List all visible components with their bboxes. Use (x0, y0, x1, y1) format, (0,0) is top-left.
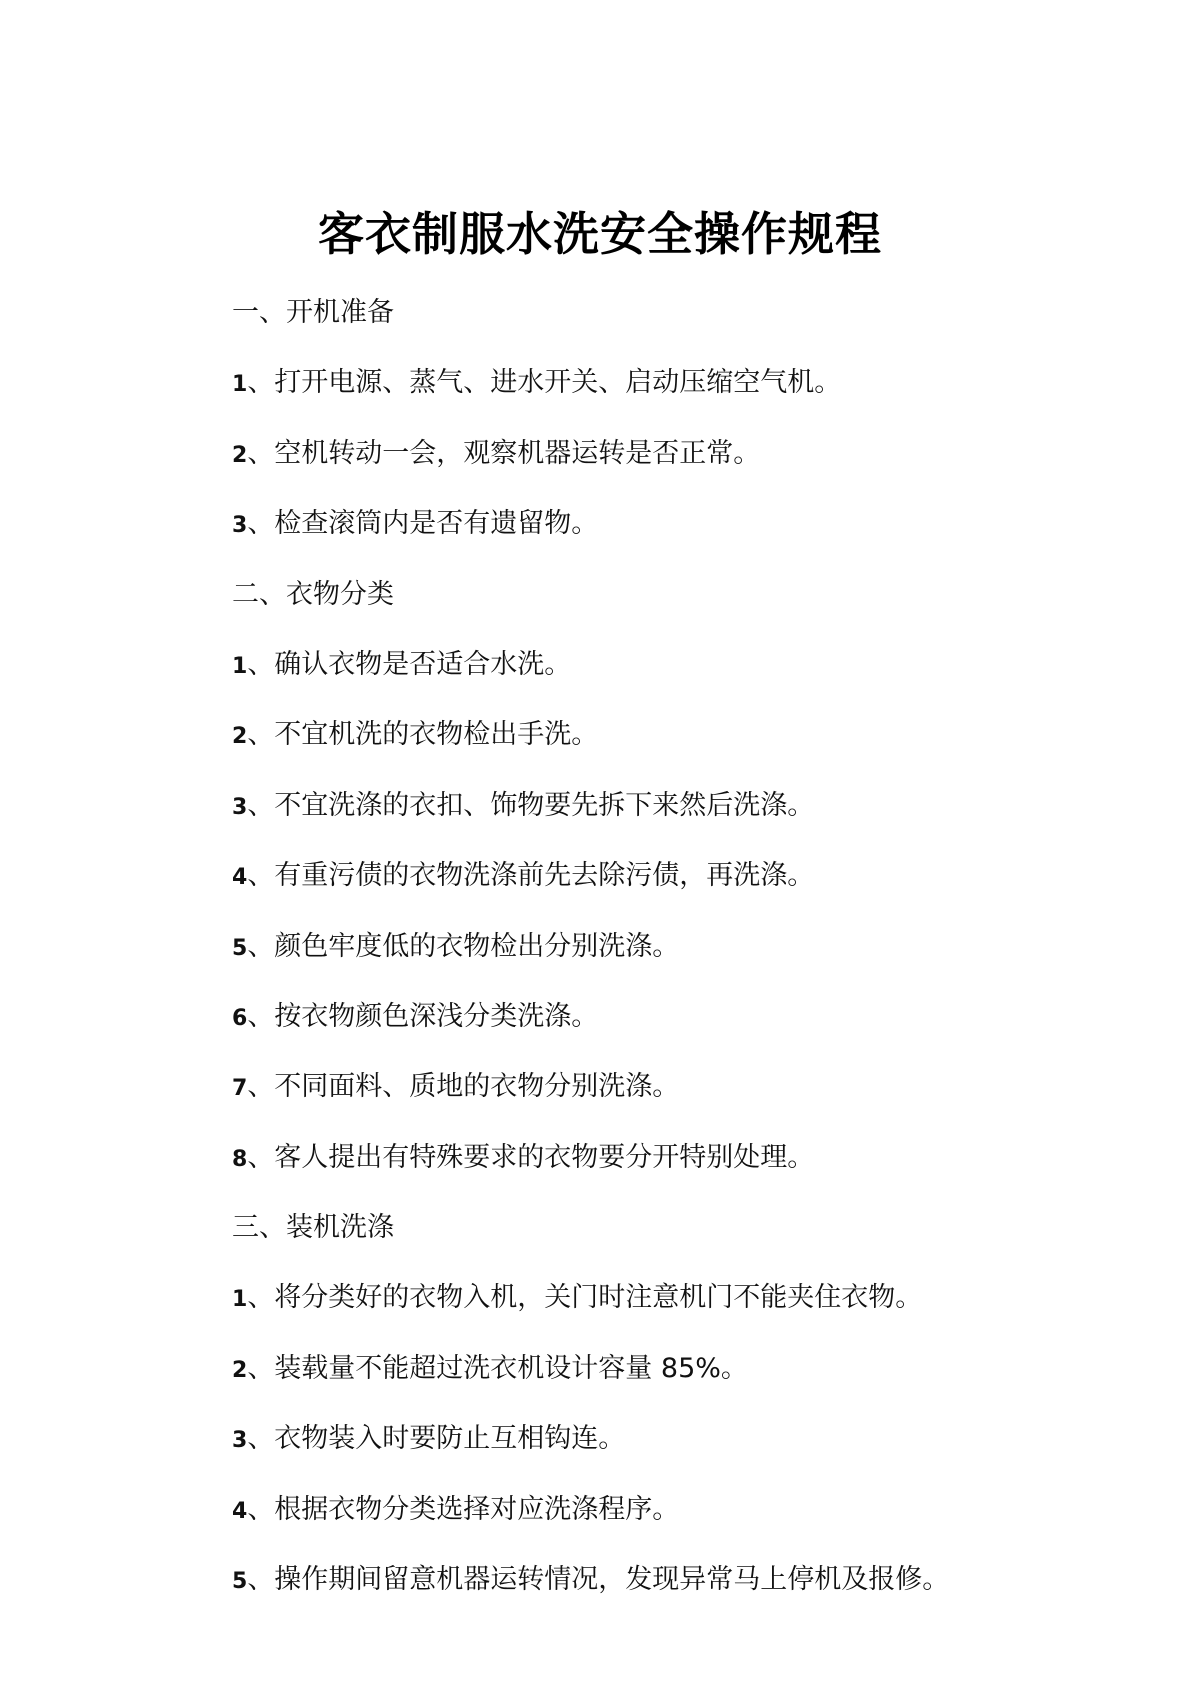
list-item-number: 7 (232, 1076, 248, 1102)
list-item-text: 、检查滚筒内是否有遗留物。 (247, 508, 599, 540)
list-item-number: 4 (232, 865, 248, 891)
list-item-text: 、按衣物颜色深浅分类洗涤。 (247, 1000, 599, 1032)
list-item (232, 856, 1132, 926)
list-item-number: 3 (232, 1428, 248, 1454)
list-item (232, 786, 1132, 856)
list-item (232, 1560, 1132, 1630)
list-item-number: 3 (232, 794, 248, 820)
list-item-text: 、装载量不能超过洗衣机设计容量 85%。 (247, 1352, 748, 1384)
list-item-text: 、客人提出有特殊要求的衣物要分开特别处理。 (247, 1141, 815, 1173)
list-item-text: 、不宜机洗的衣物检出手洗。 (247, 719, 599, 751)
list-item-number: 2 (232, 1357, 248, 1383)
list-item-text: 、不宜洗涤的衣扣、饰物要先拆下来然后洗涤。 (247, 789, 815, 821)
list-item-number: 2 (232, 442, 248, 468)
list-item-text: 、不同面料、质地的衣物分别洗涤。 (247, 1071, 680, 1103)
list-item-text: 、衣物装入时要防止互相钩连。 (247, 1423, 626, 1455)
list-item-number: 6 (232, 1005, 248, 1031)
section-heading: 一、开机准备 (232, 297, 394, 328)
page-title: 客衣制服水洗安全操作规程 (318, 207, 882, 261)
list-item-text: 、操作期间留意机器运转情况，发现异常马上停机及报修。 (247, 1564, 950, 1596)
list-item (232, 363, 1132, 433)
list-item (232, 1067, 1132, 1137)
document-body (232, 293, 1132, 1630)
list-item-number: 5 (232, 935, 248, 961)
list-item-text: 、颜色牢度低的衣物检出分别洗涤。 (247, 930, 680, 962)
list-item-number: 4 (232, 1498, 248, 1524)
list-item (232, 715, 1132, 785)
list-item (232, 434, 1132, 504)
list-item (232, 645, 1132, 715)
list-item-number: 1 (232, 1287, 248, 1313)
list-item-number: 2 (232, 724, 248, 750)
list-item-number: 5 (232, 1569, 248, 1595)
list-item (232, 504, 1132, 574)
section-heading: 二、衣物分类 (232, 578, 394, 610)
list-item-text: 、空机转动一会，观察机器运转是否正常。 (247, 437, 761, 469)
list-item-text: 、将分类好的衣物入机，关门时注意机门不能夹住衣物。 (247, 1282, 923, 1314)
list-item-text: 、确认衣物是否适合水洗。 (247, 648, 572, 680)
list-item (232, 1278, 1132, 1348)
list-item-text: 、有重污债的衣物洗涤前先去除污债，再洗涤。 (247, 860, 815, 892)
list-item-number: 1 (232, 653, 248, 679)
list-item-text: 、根据衣物分类选择对应洗涤程序。 (247, 1493, 680, 1525)
list-item (232, 997, 1132, 1067)
list-item (232, 927, 1132, 997)
list-item (232, 1490, 1132, 1560)
section-heading: 三、装机洗涤 (232, 1212, 394, 1244)
list-item-number: 8 (232, 1146, 248, 1172)
list-item (232, 1138, 1132, 1208)
list-item (232, 1419, 1132, 1489)
list-item-number: 3 (232, 513, 248, 539)
list-item (232, 1349, 1132, 1419)
list-item-number: 1 (232, 372, 248, 398)
list-item-text: 、打开电源、蒸气、进水开关、启动压缩空气机。 (247, 367, 842, 399)
